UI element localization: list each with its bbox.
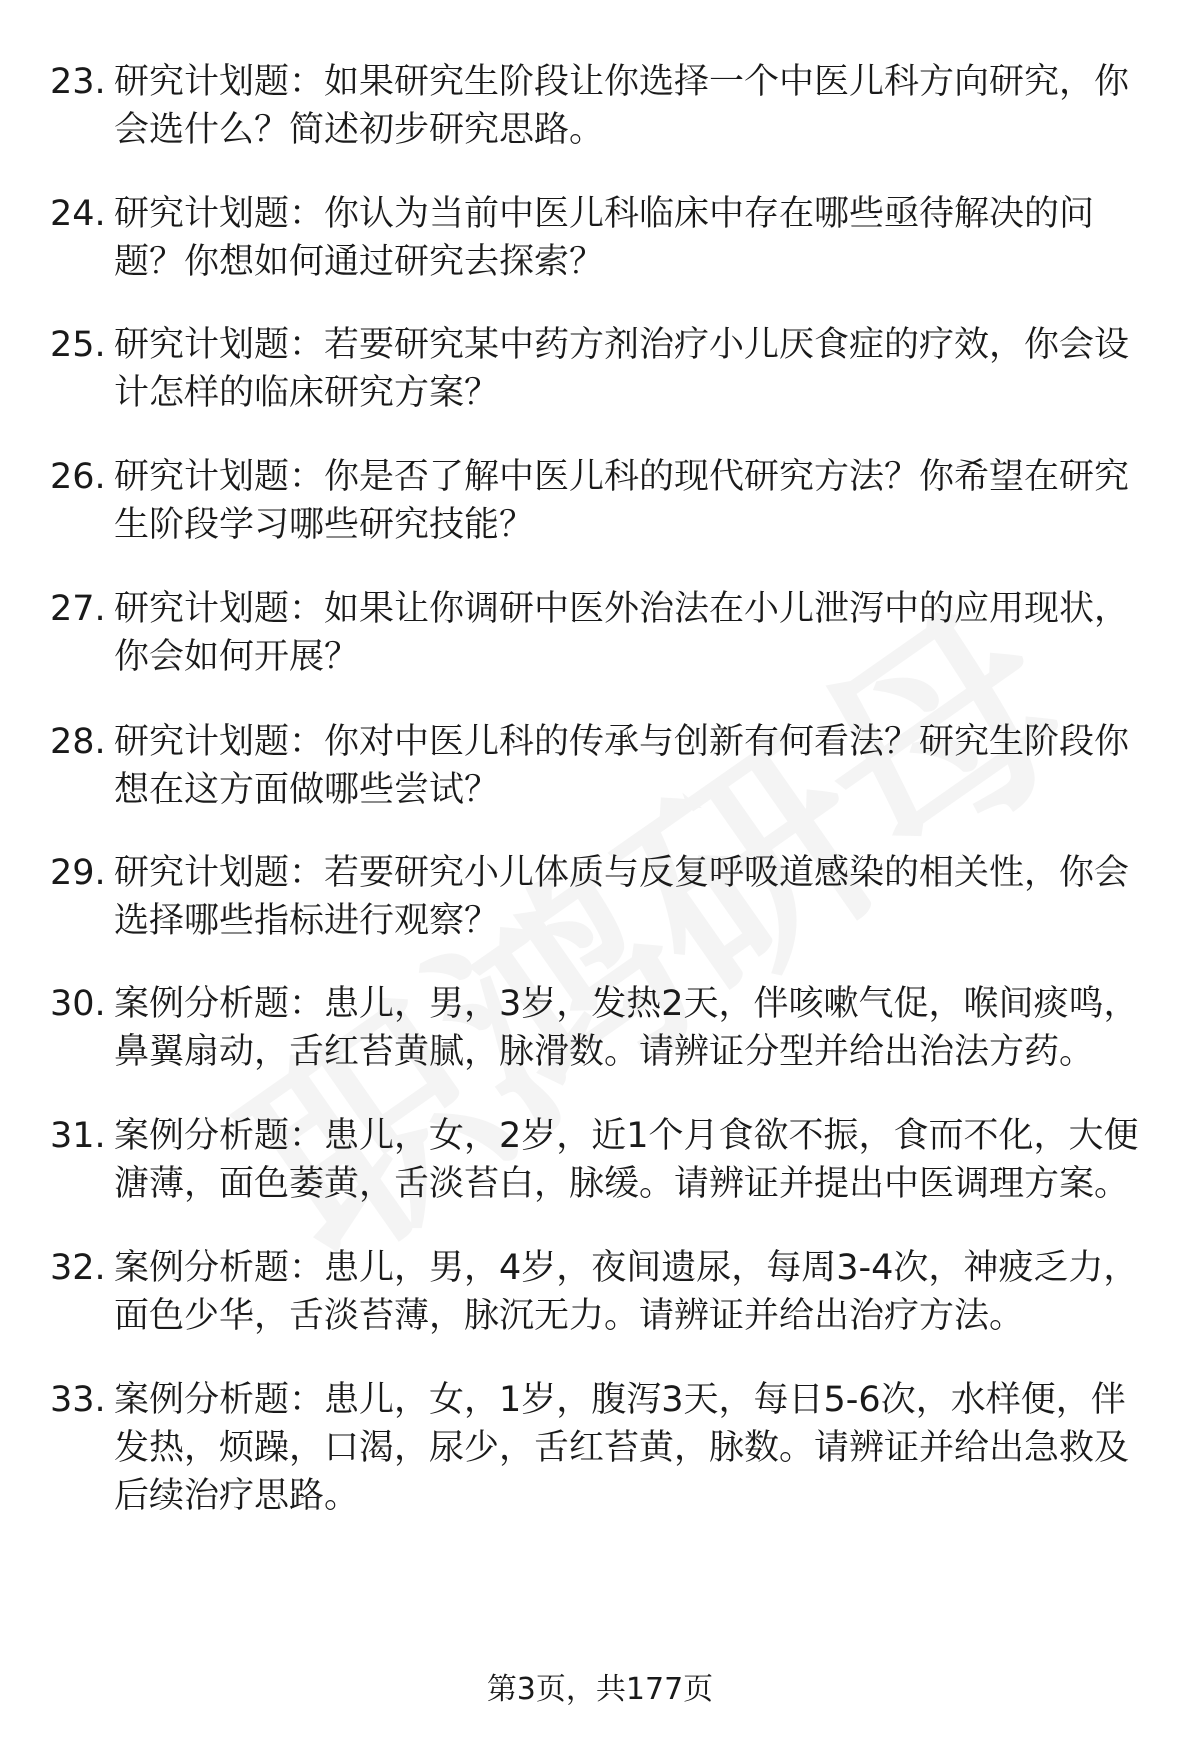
question-item: [50, 980, 1150, 1076]
question-text: 研究计划题：如果研究生阶段让你选择一个中医儿科方向研究，你会选什么？简述初步研究思路。: [114, 62, 1130, 150]
question-list: [50, 58, 1150, 1520]
question-text: 研究计划题：若要研究某中药方剂治疗小儿厌食症的疗效，你会设计怎样的临床研究方案？: [114, 325, 1130, 413]
question-item: [50, 321, 1150, 417]
question-number: 28.: [50, 722, 106, 762]
question-item: [50, 1112, 1150, 1208]
question-item: [50, 453, 1150, 549]
question-number: 27.: [50, 589, 106, 629]
question-number: 29.: [50, 853, 106, 893]
question-item: [50, 1244, 1150, 1340]
question-item: [50, 190, 1150, 286]
question-number: 33.: [50, 1380, 106, 1420]
question-number: 32.: [50, 1248, 106, 1288]
question-text: 研究计划题：若要研究小儿体质与反复呼吸道感染的相关性，你会选择哪些指标进行观察？: [114, 853, 1130, 941]
question-text: 案例分析题：患儿，女，1岁，腹泻3天，每日5-6次，水样便，伴发热，烦躁，口渴，尿少，舌红苔黄，脉数。请辨证并给出急救及后续治疗思路。: [114, 1380, 1130, 1516]
question-text: 案例分析题：患儿，男，3岁，发热2天，伴咳嗽气促，喉间痰鸣，鼻翼扇动，舌红苔黄腻，脉滑数。请辨证分型并给出治法方药。: [114, 984, 1139, 1072]
question-item: [50, 58, 1150, 154]
question-number: 23.: [50, 62, 106, 102]
page-footer: 第3页，共177页: [486, 1672, 714, 1707]
question-text: 研究计划题：你认为当前中医儿科临床中存在哪些亟待解决的问题？你想如何通过研究去探索？: [114, 194, 1095, 282]
question-text: 研究计划题：你是否了解中医儿科的现代研究方法？你希望在研究生阶段学习哪些研究技能？: [114, 457, 1130, 545]
question-item: [50, 1376, 1150, 1520]
question-number: 24.: [50, 194, 106, 234]
question-text: 研究计划题：你对中医儿科的传承与创新有何看法？研究生阶段你想在这方面做哪些尝试？: [114, 722, 1130, 810]
question-text: 案例分析题：患儿，女，2岁，近1个月食欲不振，食而不化，大便溏薄，面色萎黄，舌淡苔白，脉缓。请辨证并提出中医调理方案。: [114, 1116, 1139, 1204]
question-item: [50, 718, 1150, 814]
question-number: 30.: [50, 984, 106, 1024]
question-number: 25.: [50, 325, 106, 365]
question-number: 26.: [50, 457, 106, 497]
question-text: 研究计划题：如果让你调研中医外治法在小儿泄泻中的应用现状，你会如何开展？: [114, 589, 1130, 677]
question-item: [50, 585, 1150, 681]
question-number: 31.: [50, 1116, 106, 1156]
question-text: 案例分析题：患儿，男，4岁，夜间遗尿，每周3-4次，神疲乏力，面色少华，舌淡苔薄，脉沉无力。请辨证并给出治疗方法。: [114, 1248, 1139, 1336]
question-item: [50, 849, 1150, 945]
